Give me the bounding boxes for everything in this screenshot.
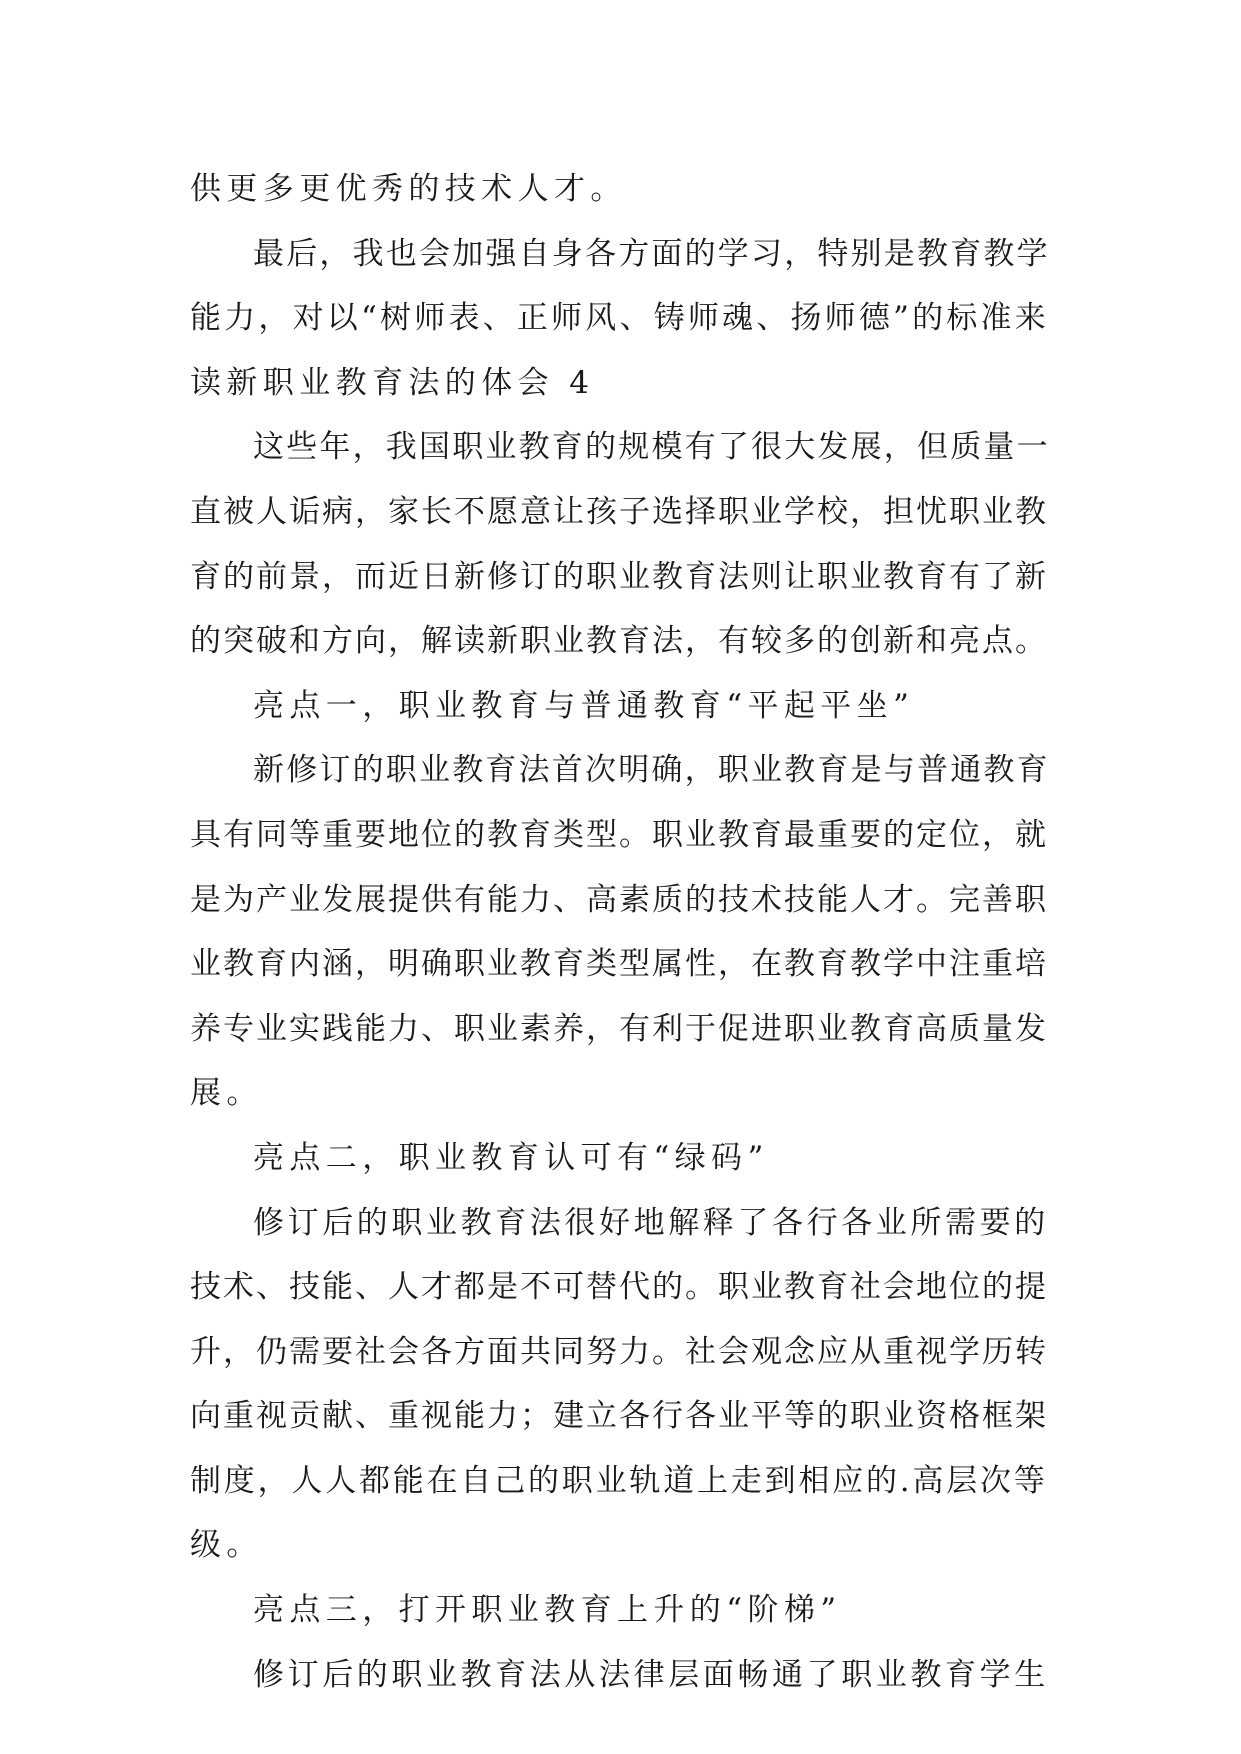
text-line: 亮点二，职业教育认可有“绿码” [253, 1139, 769, 1176]
text-line: 具有同等重要地位的教育类型。职业教育最重要的定位，就 [190, 816, 1048, 853]
text-line: 向重视贡献、重视能力；建立各行各业平等的职业资格框架 [190, 1398, 1048, 1435]
text-line: 供更多更优秀的技术人才。 [190, 171, 627, 207]
text-line: 级。 [190, 1527, 263, 1564]
text-line: 技术、技能、人才都是不可替代的。职业教育社会地位的提 [190, 1269, 1048, 1306]
text-line: 最后，我也会加强自身各方面的学习，特别是教育教学 [253, 235, 1050, 272]
text-line: 新修订的职业教育法首次明确，职业教育是与普通教育 [253, 752, 1050, 789]
text-line: 修订后的职业教育法很好地解释了各行各业所需要的 [253, 1204, 1049, 1241]
text-line: 这些年，我国职业教育的规模有了很大发展，但质量一 [253, 429, 1050, 466]
text-line: 亮点三，打开职业教育上升的“阶梯” [253, 1592, 842, 1629]
text-line: 养专业实践能力、职业素养，有利于促进职业教育高质量发 [190, 1010, 1048, 1047]
text-line: 的突破和方向，解读新职业教育法，有较多的创新和亮点。 [190, 623, 1048, 660]
text-line: 业教育内涵，明确职业教育类型属性，在教育教学中注重培 [190, 946, 1048, 983]
text-line: 能力，对以“树师表、正师风、铸师魂、扬师德”的标准来 [190, 300, 1049, 337]
text-line: 展。 [190, 1075, 263, 1112]
text-line: 育的前景，而近日新修订的职业教育法则让职业教育有了新 [190, 558, 1048, 595]
text-line: 修订后的职业教育法从法律层面畅通了职业教育学生 [253, 1656, 1049, 1693]
text-line: 是为产业发展提供有能力、高素质的技术技能人才。完善职 [190, 881, 1048, 918]
text-line: 直被人诟病，家长不愿意让孩子选择职业学校，担忧职业教 [190, 493, 1048, 530]
text-line: 制度，人人都能在自己的职业轨道上走到相应的.高层次等 [190, 1462, 1048, 1499]
text-line: 升，仍需要社会各方面共同努力。社会观念应从重视学历转 [190, 1333, 1048, 1370]
document-body [190, 157, 1050, 1707]
text-line: 亮点一，职业教育与普通教育“平起平坐” [253, 687, 915, 724]
text-line: 读新职业教育法的体会 4 [190, 364, 595, 401]
